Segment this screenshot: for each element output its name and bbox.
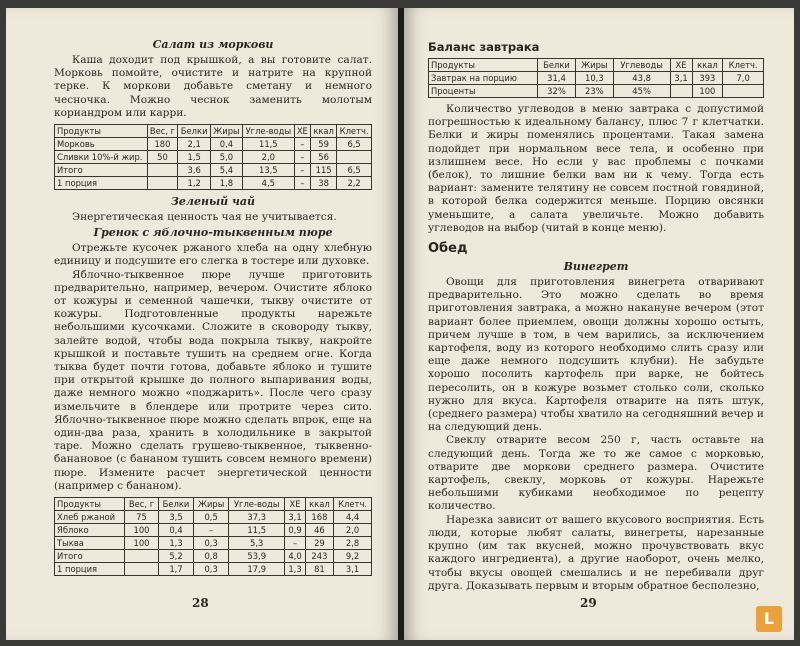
table-cell: 0,9 (285, 524, 305, 537)
table-cell: 5,4 (210, 164, 242, 177)
table-row (429, 72, 764, 85)
table-header-cell: Вес, г (147, 125, 178, 138)
table-cell (337, 151, 372, 164)
table-header-cell: Жиры (194, 498, 229, 511)
table-cell: 50 (147, 151, 178, 164)
table-cell: – (294, 164, 310, 177)
table-cell: 0,8 (194, 550, 229, 563)
left-page (6, 8, 398, 640)
table-cell: 0,4 (158, 524, 193, 537)
table-cell (125, 550, 159, 563)
table-cell: – (294, 138, 310, 151)
table-cell: – (194, 524, 229, 537)
table-cell: 100 (125, 537, 159, 550)
table-cell: 5,3 (229, 537, 285, 550)
table-cell: 4,0 (285, 550, 305, 563)
page-number: 28 (192, 596, 209, 610)
table-cell: 180 (147, 138, 178, 151)
table-cell: Итого (55, 164, 148, 177)
table-row (55, 537, 372, 550)
table-cell: 11,5 (229, 524, 285, 537)
table-cell: 115 (311, 164, 337, 177)
table-header-cell: ХЕ (294, 125, 310, 138)
table-cell: – (294, 177, 310, 190)
table-cell: 3,5 (158, 511, 193, 524)
table-header-cell: Белки (158, 498, 193, 511)
table-cell: 32% (537, 85, 575, 98)
table-cell: 38 (311, 177, 337, 190)
table-header-cell: ккал (311, 125, 337, 138)
table-cell: 2,0 (334, 524, 372, 537)
table-cell: 56 (311, 151, 337, 164)
salad-title: Салат из моркови (152, 38, 274, 51)
table-row (55, 524, 372, 537)
table-cell: 0,3 (194, 563, 229, 576)
table-cell: 31,4 (537, 72, 575, 85)
table-row (55, 550, 372, 563)
vinegret-text-3: Нарезка зависит от вашего вкусового восприятия. Есть люди, которые любят салаты, винегреты, нарезанные крупно (им так вкусней, можно прочувствовать вкус каждого ингредиента), а другие наоборот, очень мелко, чтобы вкусы овощей смешались и не перебивали друг друга. Доказывать первым и вторым обратное бесполезно, (428, 513, 764, 592)
table-cell: 23% (576, 85, 614, 98)
table-header-cell: Белки (537, 59, 575, 72)
toast-text-2: Яблочно-тыквенное пюре лучше приготовить предварительно, например, вечером. Очистите яблоко от кожуры и семенной чашечки, тыкву очистите от кожуры. Подготовленные продукты нарежьте небольшими кусочками. Сложите в сковороду тыкву, залейте водой, чтобы вода покрыла тыкву, накройте крышкой и поставьте тушить на среднем огне. Когда тыква будет почти готова, добавьте яблоко и тушите при открытой крышке до полного выпаривания воды, даже немного можно «поджарить». После чего сразу измельчите в блендере или протрите через сито. Яблочно-тыквенное пюре можно сделать впрок, еще на один-два раза, хранить в холодильнике в закрытой таре. Можно сделать грушево-тыквенное, тыквенно-банановое (с бананом тушить совсем немного времени) пюре. Измените расчет энергетической ценности (например с бананом). (54, 268, 372, 492)
table-cell: Тыква (55, 537, 125, 550)
table-cell: 6,5 (337, 164, 372, 177)
table-header-cell: Вес, г (125, 498, 159, 511)
table-cell: 1 порция (55, 177, 148, 190)
table-row (55, 177, 372, 190)
table-header-cell: Жиры (210, 125, 242, 138)
table-cell: Итого (55, 550, 125, 563)
publisher-logo-icon: L (756, 606, 782, 632)
table-cell (147, 177, 178, 190)
table-header-cell: Клетч. (723, 59, 764, 72)
table-header-row (55, 125, 372, 138)
page-number: 29 (580, 596, 597, 610)
table-cell: 3,1 (285, 511, 305, 524)
table-cell: 5,2 (158, 550, 193, 563)
table-row (55, 164, 372, 177)
table-cell: 5,0 (210, 151, 242, 164)
table-cell: – (294, 151, 310, 164)
table-cell: 2,8 (334, 537, 372, 550)
table-cell: 13,5 (243, 164, 295, 177)
table-cell: 7,0 (723, 72, 764, 85)
table-header-cell: Клетч. (337, 125, 372, 138)
table-cell: 17,9 (229, 563, 285, 576)
table-cell (125, 563, 159, 576)
table-header-cell: Продукты (55, 125, 148, 138)
table-header-cell: Клетч. (334, 498, 372, 511)
table-cell: 1,8 (210, 177, 242, 190)
table-cell: Хлеб ржаной (55, 511, 125, 524)
table-header-cell: Белки (178, 125, 210, 138)
table-cell: Морковь (55, 138, 148, 151)
salad-nutrition-table (54, 124, 372, 190)
table-cell: 1 порция (55, 563, 125, 576)
balance-title: Баланс завтрака (428, 40, 540, 54)
table-cell: 4,5 (243, 177, 295, 190)
table-cell: 37,3 (229, 511, 285, 524)
table-cell: 1,7 (158, 563, 193, 576)
table-cell: 29 (305, 537, 333, 550)
table-header-cell: Продукты (429, 59, 538, 72)
table-row (55, 138, 372, 151)
tea-text: Энергетическая ценность чая не учитывается. (72, 211, 337, 224)
table-cell: 0,3 (194, 537, 229, 550)
toast-title: Гренок с яблочно-тыквенным пюре (93, 226, 333, 240)
table-cell: 100 (125, 524, 159, 537)
table-row (429, 85, 764, 98)
salad-text: Каша доходит под крышкой, а вы готовите салат. Морковь помойте, очистите и натрите на крупной терке. К моркови добавьте сметану и немного чесночка. Можно чеснок заменить молотым кориандром или карри. (54, 54, 372, 119)
table-header-cell: Жиры (576, 59, 614, 72)
vinegret-text-2: Свеклу отварите весом 250 г, часть оставьте на следующий день. Тогда же то же самое с морковью, отварите две моркови среднего размера. Очистите картофель, свеклу, морковь от кожуры. Нарежьте небольшими кубиками необходимое по рецепту количество. (428, 434, 764, 513)
table-cell: 3,1 (334, 563, 372, 576)
table-row (55, 563, 372, 576)
table-header-cell: ХЕ (285, 498, 305, 511)
balance-text: Количество углеводов в меню завтрака с допустимой погрешностью к идеальному балансу, плюс 7 г клетчатки. Белки и жиры поменялись процентами. Такая замена подойдет при нормальном весе тела, и особенно при излишнем весе. Но если у вас проблемы с почками (белок), то лишние белки вам ни к чему. Тогда есть вариант: замените телятину не совсем постной говядиной, в которой белка содержится меньше. Порцию овсянки уменьшите, а салата увеличьте. Можно добавить углеводов на выбор (читай в конце меню). (428, 103, 764, 234)
balance-table (428, 58, 764, 98)
tea-title: Зеленый чай (170, 195, 255, 209)
table-cell: 11,5 (243, 138, 295, 151)
table-cell: 1,3 (285, 563, 305, 576)
table-cell: 3,1 (670, 72, 692, 85)
table-cell (723, 85, 764, 98)
table-cell: 81 (305, 563, 333, 576)
table-cell: 45% (613, 85, 670, 98)
table-cell: 100 (692, 85, 723, 98)
table-cell: 1,5 (178, 151, 210, 164)
table-cell: 75 (125, 511, 159, 524)
table-cell: Завтрак на порцию (429, 72, 538, 85)
toast-text-1: Отрежьте кусочек ржаного хлеба на одну хлебную единицу и подсушите его слегка в тостере или духовке. (54, 242, 372, 268)
table-header-cell: ккал (305, 498, 333, 511)
table-cell: 2,1 (178, 138, 210, 151)
table-cell: Проценты (429, 85, 538, 98)
table-cell: 393 (692, 72, 723, 85)
table-cell: 43,8 (613, 72, 670, 85)
table-cell (670, 85, 692, 98)
table-cell: 10,3 (576, 72, 614, 85)
table-row (55, 511, 372, 524)
table-cell: 53,9 (229, 550, 285, 563)
table-header-cell: ХЕ (670, 59, 692, 72)
vinegret-title: Винегрет (563, 260, 629, 274)
table-cell: 4,4 (334, 511, 372, 524)
table-cell: 0,4 (210, 138, 242, 151)
table-cell: – (285, 537, 305, 550)
table-header-cell: Продукты (55, 498, 125, 511)
table-cell: Яблоко (55, 524, 125, 537)
table-cell: 6,5 (337, 138, 372, 151)
table-header-cell: ккал (692, 59, 723, 72)
table-cell: 59 (311, 138, 337, 151)
table-cell (147, 164, 178, 177)
table-cell: 46 (305, 524, 333, 537)
table-header-row (55, 498, 372, 511)
table-cell: Сливки 10%-й жир. (55, 151, 148, 164)
table-header-cell: Угле-воды (243, 125, 295, 138)
right-page (404, 8, 794, 640)
table-row (55, 151, 372, 164)
table-header-cell: Угле-воды (229, 498, 285, 511)
table-header-cell: Углеводы (613, 59, 670, 72)
table-cell: 3,6 (178, 164, 210, 177)
vinegret-text-1: Овощи для приготовления винегрета отваривают предварительно. Это можно сделать во время приготовления завтрака, а можно накануне вечером (этот вариант более приемлем, овощи должны хорошо остыть, причем лучше в том, в чем варились, за исключением картофеля, воду из которого необходимо слить сразу или еще даже немного подсушить клубни). Не забудьте хорошо посолить картофель при варке, не бойтесь пересолить, он в кожуре возьмет столько соли, сколько нужно для вкуса. Картофеля отварите на пять штук, (среднего размера) чтобы хватило на сегодняшний вечер и на следующий день. (428, 276, 764, 434)
table-cell: 9,2 (334, 550, 372, 563)
table-cell: 168 (305, 511, 333, 524)
table-cell: 0,5 (194, 511, 229, 524)
lunch-title: Обед (428, 241, 468, 257)
table-cell: 243 (305, 550, 333, 563)
table-cell: 1,3 (158, 537, 193, 550)
table-header-row (429, 59, 764, 72)
table-cell: 1,2 (178, 177, 210, 190)
toast-nutrition-table (54, 497, 372, 576)
table-cell: 2,2 (337, 177, 372, 190)
table-cell: 2,0 (243, 151, 295, 164)
